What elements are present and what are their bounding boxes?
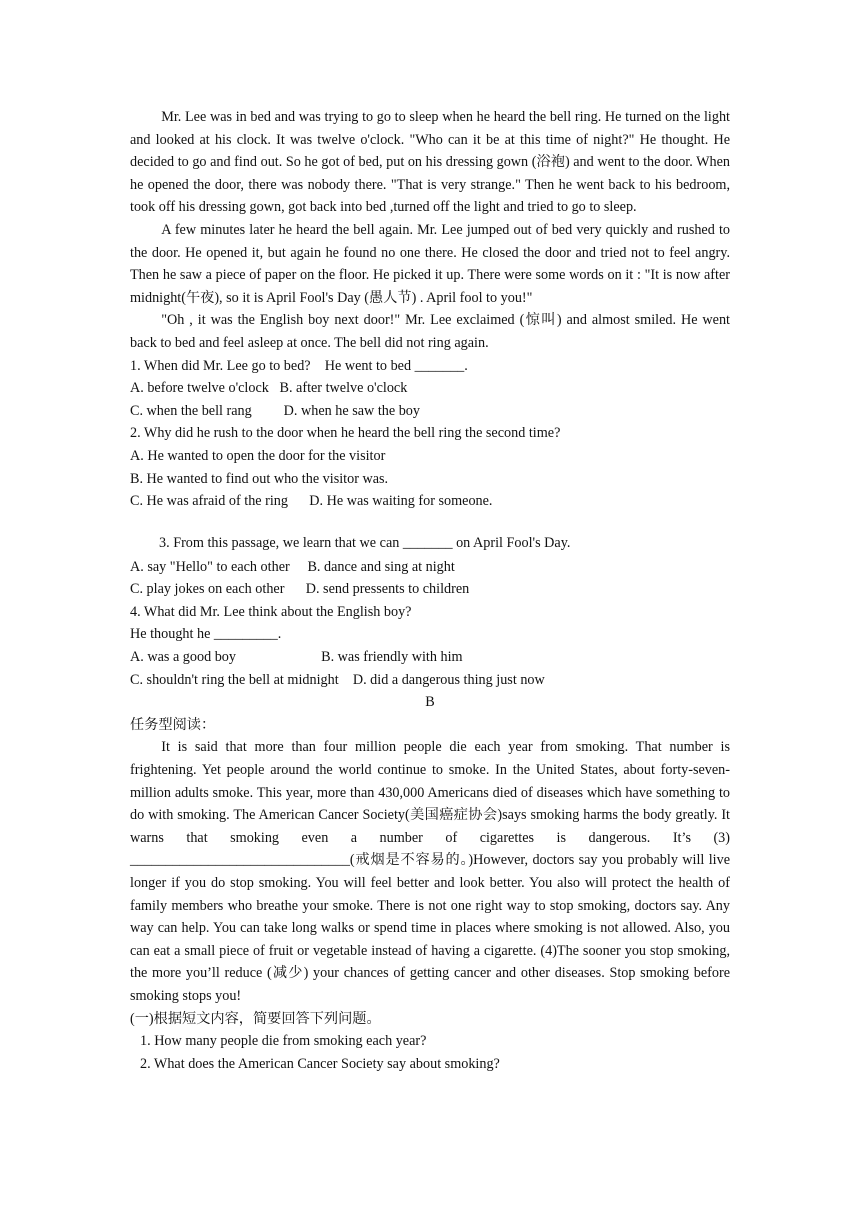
question-3-options-ab: A. say "Hello" to each other B. dance and sing at night xyxy=(130,558,455,575)
section-b-question-2: 2. What does the American Cancer Society say about smoking? xyxy=(140,1055,500,1072)
question-3-options-cd: C. play jokes on each other D. send pressents to children xyxy=(130,581,470,598)
passage-a-paragraph-1: Mr. Lee was in bed and was trying to go to sleep when he heard the bell ring. He turned on the light and looked at his clock. It was twelve o'clock. "Who can it be at this time of night?" He thought. He decided to go and find out. So he got of bed, put on his dressing gown (浴袍) and went to the door. When he opened the door, there was nobody there. "That is very strange." Then he went back to his bedroom, took off his dressing gown, got back into bed ,turned off the light and tried to go to sleep. xyxy=(130,109,730,216)
question-4-options-cd: C. shouldn't ring the bell at midnight D. did a dangerous thing just now xyxy=(130,671,545,688)
question-4-stem: He thought he _________. xyxy=(130,626,282,643)
task-reading-label: 任务型阅读： xyxy=(130,716,216,733)
question-2-option-a: A. He wanted to open the door for the visitor xyxy=(130,447,386,464)
question-3: 3. From this passage, we learn that we can _______ on April Fool's Day. xyxy=(159,534,571,551)
question-2: 2. Why did he rush to the door when he heard the bell ring the second time? xyxy=(130,425,561,442)
question-1: 1. When did Mr. Lee go to bed? He went to bed _______. xyxy=(130,357,468,374)
section-b-heading: B xyxy=(425,694,435,711)
question-2-options-cd: C. He was afraid of the ring D. He was waiting for someone. xyxy=(130,493,493,510)
passage-a-paragraph-3: "Oh , it was the English boy next door!" Mr. Lee exclaimed (惊叫) and almost smiled. He went back to bed and feel asleep at once. The bell did not ring again. xyxy=(130,312,730,351)
document-content xyxy=(130,106,730,1075)
section-b-instruction: (一)根据短文内容，简要回答下列问题。 xyxy=(130,1010,381,1027)
section-b-question-1: 1. How many people die from smoking each year? xyxy=(140,1033,427,1050)
question-1-options-ab: A. before twelve o'clock B. after twelve o'clock xyxy=(130,380,408,397)
question-4-options-ab: A. was a good boy B. was friendly with him xyxy=(130,649,463,666)
passage-b-paragraph: It is said that more than four million people die each year from smoking. That number is frightening. Yet people around the world continue to smoke. In the United States, about forty-seven-million adults smoke. This year, more than 430,000 Americans died of diseases which have something to do with smoking. The American Cancer Society(美国癌症协会)says smoking harms the body greatly. It warns that smoking even a number of cigarettes is dangerous. It’s (3) _______________________________(戒烟是不容易的。)However, doctors say you probably will live longer if you do stop smoking. You will feel better and look better. You also will protect the health of family members who breathe your smoke. There is not one right way to stop smoking, doctors say. Any way can help. You can take long walks or spend time in places where smoking is not allowed. Also, you can eat a small piece of fruit or vegetable instead of having a cigarette. (4)The sooner you stop smoking, the more you’ll reduce (减少) your chances of getting cancer and other diseases. Stop smoking before smoking stops you! xyxy=(130,739,730,1004)
question-1-options-cd: C. when the bell rang D. when he saw the boy xyxy=(130,402,420,419)
question-4: 4. What did Mr. Lee think about the English boy? xyxy=(130,603,412,620)
passage-a-paragraph-2: A few minutes later he heard the bell again. Mr. Lee jumped out of bed very quickly and rushed to the door. He opened it, but again he found no one there. He closed the door and tried not to feel angry. Then he saw a piece of paper on the floor. He picked it up. There were some words on it : "It is now after midnight(午夜), so it is April Fool's Day (愚人节) . April fool to you!" xyxy=(130,221,730,306)
question-2-option-b: B. He wanted to find out who the visitor was. xyxy=(130,470,389,487)
